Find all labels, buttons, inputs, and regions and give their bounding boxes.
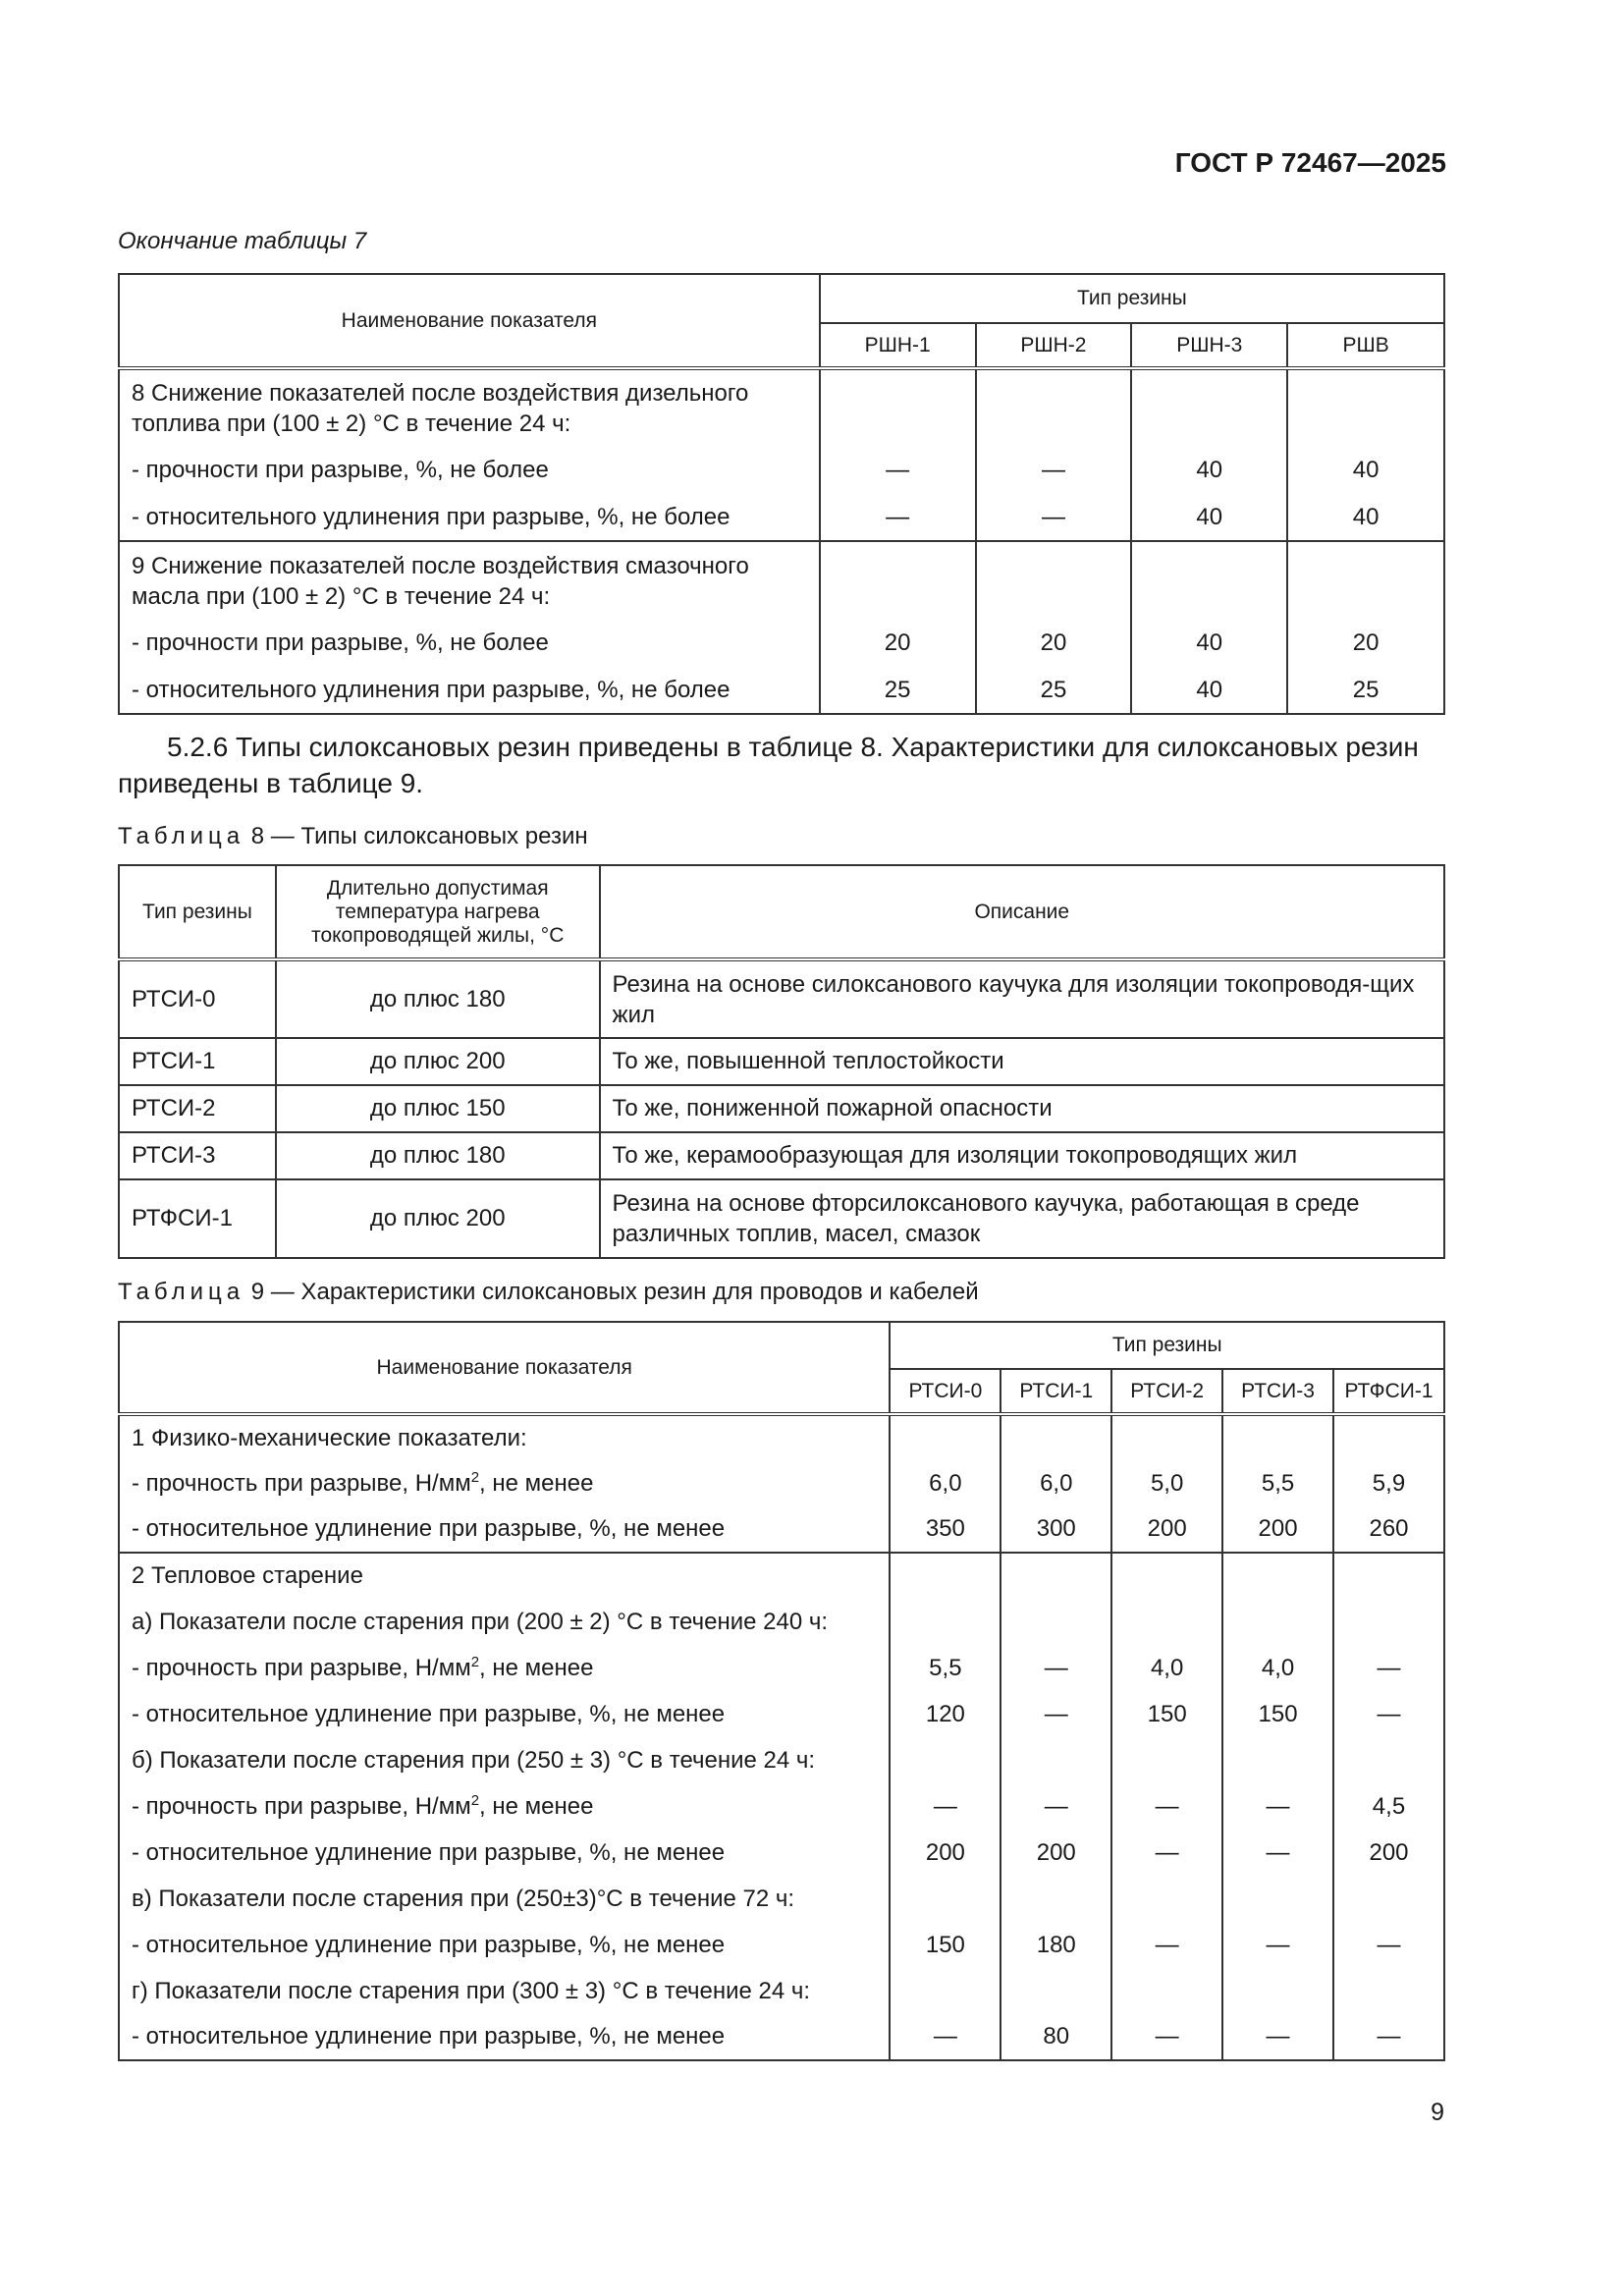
document-id: ГОСТ Р 72467—2025	[1174, 147, 1446, 178]
table-row	[119, 368, 1444, 447]
row-label: - относительное удлинение при разрыве, %, не менее	[119, 1830, 890, 1876]
row-label: 9 Снижение показателей после воздействия смазочного масла при (100 ± 2) °С в течение 24 ч:	[119, 541, 820, 620]
table-row	[119, 1922, 1444, 1968]
row-label: в) Показатели после старения при (250±3)°С в течение 72 ч:	[119, 1876, 890, 1922]
table-row	[119, 1506, 1444, 1553]
cell-value: 25	[976, 667, 1132, 714]
table-row	[119, 959, 1444, 1038]
table-row	[119, 1132, 1444, 1179]
table-row	[119, 1830, 1444, 1876]
cell-value: 350	[890, 1506, 1001, 1553]
cell-value: 25	[1287, 667, 1444, 714]
table8-head-type: Тип резины	[119, 865, 276, 959]
cell-value: 200	[1111, 1506, 1222, 1553]
table9-col-header: РТСИ-2	[1111, 1369, 1222, 1414]
cell-value: 180	[1001, 1922, 1111, 1968]
table-row	[119, 1599, 1444, 1645]
cell-value: 200	[1333, 1830, 1444, 1876]
table9	[118, 1321, 1445, 2061]
cell-temperature: до плюс 180	[276, 1132, 600, 1179]
cell-type: РТСИ-3	[119, 1132, 276, 1179]
cell-value: 150	[1111, 1691, 1222, 1737]
cell-value: —	[1001, 1645, 1111, 1691]
table9-col-header: РТСИ-0	[890, 1369, 1001, 1414]
cell-value: —	[1333, 2014, 1444, 2060]
cell-value: 40	[1287, 494, 1444, 541]
cell-value: 25	[820, 667, 976, 714]
cell-value: 20	[820, 620, 976, 667]
cell-description: Резина на основе силоксанового каучука для изоляции токопроводя-щих жил	[600, 959, 1444, 1038]
table7-head-name: Наименование показателя	[119, 274, 820, 368]
cell-value: 300	[1001, 1506, 1111, 1553]
table9-col-header: РТСИ-1	[1001, 1369, 1111, 1414]
cell-temperature: до плюс 200	[276, 1038, 600, 1085]
cell-value: —	[1333, 1922, 1444, 1968]
table7	[118, 273, 1445, 715]
cell-type: РТСИ-2	[119, 1085, 276, 1132]
table7-col-header: РШН-3	[1131, 323, 1287, 368]
table7-col-header: РШВ	[1287, 323, 1444, 368]
cell-description: Резина на основе фторсилоксанового каучука, работающая в среде различных топлив, масел, смазок	[600, 1179, 1444, 1258]
cell-value: —	[1111, 1922, 1222, 1968]
row-label: 8 Снижение показателей после воздействия дизельного топлива при (100 ± 2) °С в течение 24 ч:	[119, 368, 820, 447]
cell-value: 150	[1222, 1691, 1333, 1737]
cell-value: 6,0	[1001, 1460, 1111, 1506]
table7-col-header: РШН-2	[976, 323, 1132, 368]
cell-value: —	[890, 1783, 1001, 1830]
row-label: 2 Тепловое старение	[119, 1553, 890, 1599]
cell-value: 120	[890, 1691, 1001, 1737]
table-row	[119, 620, 1444, 667]
cell-value: 4,0	[1222, 1645, 1333, 1691]
cell-value: —	[1001, 1691, 1111, 1737]
cell-value: 200	[890, 1830, 1001, 1876]
table-row	[119, 494, 1444, 541]
table-row	[119, 1085, 1444, 1132]
cell-value: 20	[976, 620, 1132, 667]
row-label: г) Показатели после старения при (300 ± 3) °С в течение 24 ч:	[119, 1968, 890, 2014]
cell-value: 260	[1333, 1506, 1444, 1553]
cell-type: РТФСИ-1	[119, 1179, 276, 1258]
row-label: 1 Физико-механические показатели:	[119, 1414, 890, 1460]
table-row	[119, 1645, 1444, 1691]
table-row	[119, 1179, 1444, 1258]
cell-value: —	[890, 2014, 1001, 2060]
cell-type: РТСИ-1	[119, 1038, 276, 1085]
row-label: - относительное удлинение при разрыве, %, не менее	[119, 1922, 890, 1968]
row-label: - относительное удлинение при разрыве, %, не менее	[119, 2014, 890, 2060]
cell-value: 40	[1131, 667, 1287, 714]
cell-value: 40	[1131, 620, 1287, 667]
cell-description: То же, повышенной теплостойкости	[600, 1038, 1444, 1085]
table8-caption: Таблица 8 — Типы силоксановых резин	[118, 823, 588, 849]
table8	[118, 864, 1445, 1259]
cell-value: 4,0	[1111, 1645, 1222, 1691]
cell-value: 200	[1222, 1506, 1333, 1553]
table-row	[119, 1783, 1444, 1830]
table-row	[119, 1460, 1444, 1506]
cell-value: 150	[890, 1922, 1001, 1968]
cell-value: —	[1111, 2014, 1222, 2060]
cell-value: —	[1333, 1691, 1444, 1737]
table9-head-name: Наименование показателя	[119, 1322, 890, 1414]
cell-value: —	[1222, 1922, 1333, 1968]
row-label: - относительное удлинение при разрыве, %, не менее	[119, 1506, 890, 1553]
table9-caption: Таблица 9 — Характеристики силоксановых резин для проводов и кабелей	[118, 1279, 979, 1305]
cell-value: —	[976, 447, 1132, 494]
row-label: - относительное удлинение при разрыве, %, не менее	[119, 1691, 890, 1737]
row-label: - прочность при разрыве, $Н/мм^2$, не менее	[119, 1783, 890, 1830]
row-label: - относительного удлинения при разрыве, %, не более	[119, 494, 820, 541]
cell-description: То же, пониженной пожарной опасности	[600, 1085, 1444, 1132]
cell-value: —	[1222, 1783, 1333, 1830]
paragraph-5-2-6: 5.2.6 Типы силоксановых резин приведены в таблице 8. Характеристики для силоксановых резин приведены в таблице 9.	[118, 732, 1419, 798]
table-row	[119, 1691, 1444, 1737]
page-number: 9	[1431, 2099, 1444, 2126]
cell-value: 5,5	[1222, 1460, 1333, 1506]
cell-value: 40	[1131, 494, 1287, 541]
table-row	[119, 1968, 1444, 2014]
table8-head-temperature: Длительно допустимая температура нагрева токопроводящей жилы, °С	[276, 865, 600, 959]
row-label: - прочности при разрыве, %, не более	[119, 447, 820, 494]
row-label: - прочности при разрыве, %, не более	[119, 620, 820, 667]
table-row	[119, 1038, 1444, 1085]
row-label: - прочность при разрыве, $Н/мм^2$, не менее	[119, 1645, 890, 1691]
cell-value: 5,5	[890, 1645, 1001, 1691]
row-label: б) Показатели после старения при (250 ± 3) °С в течение 24 ч:	[119, 1737, 890, 1783]
table7-continuation-caption: Окончание таблицы 7	[118, 228, 367, 254]
cell-value: —	[1001, 1783, 1111, 1830]
cell-description: То же, керамообразующая для изоляции токопроводящих жил	[600, 1132, 1444, 1179]
table-row	[119, 1553, 1444, 1599]
table-row	[119, 447, 1444, 494]
cell-value: 4,5	[1333, 1783, 1444, 1830]
table-row	[119, 541, 1444, 620]
table-row	[119, 667, 1444, 714]
table-row	[119, 1737, 1444, 1783]
cell-value: —	[1222, 1830, 1333, 1876]
table-row	[119, 2014, 1444, 2060]
cell-value: —	[1222, 2014, 1333, 2060]
cell-value: 80	[1001, 2014, 1111, 2060]
cell-temperature: до плюс 200	[276, 1179, 600, 1258]
cell-temperature: до плюс 180	[276, 959, 600, 1038]
table7-col-header: РШН-1	[820, 323, 976, 368]
table-row	[119, 1414, 1444, 1460]
row-label: - относительного удлинения при разрыве, %, не более	[119, 667, 820, 714]
cell-value: —	[820, 494, 976, 541]
cell-value: 40	[1287, 447, 1444, 494]
cell-temperature: до плюс 150	[276, 1085, 600, 1132]
table7-head-group: Тип резины	[820, 274, 1444, 323]
cell-value: —	[1111, 1783, 1222, 1830]
table-row	[119, 1876, 1444, 1922]
row-label: а) Показатели после старения при (200 ± 2) °С в течение 240 ч:	[119, 1599, 890, 1645]
cell-type: РТСИ-0	[119, 959, 276, 1038]
cell-value: —	[820, 447, 976, 494]
cell-value: 200	[1001, 1830, 1111, 1876]
table9-col-header: РТФСИ-1	[1333, 1369, 1444, 1414]
cell-value: 5,9	[1333, 1460, 1444, 1506]
row-label: - прочность при разрыве, $Н/мм^2$, не менее	[119, 1460, 890, 1506]
cell-value: —	[976, 494, 1132, 541]
table8-head-description: Описание	[600, 865, 1444, 959]
cell-value: 5,0	[1111, 1460, 1222, 1506]
cell-value: —	[1333, 1645, 1444, 1691]
table9-col-header: РТСИ-3	[1222, 1369, 1333, 1414]
cell-value: —	[1111, 1830, 1222, 1876]
cell-value: 6,0	[890, 1460, 1001, 1506]
cell-value: 40	[1131, 447, 1287, 494]
cell-value: 20	[1287, 620, 1444, 667]
table9-head-group: Тип резины	[890, 1322, 1444, 1369]
